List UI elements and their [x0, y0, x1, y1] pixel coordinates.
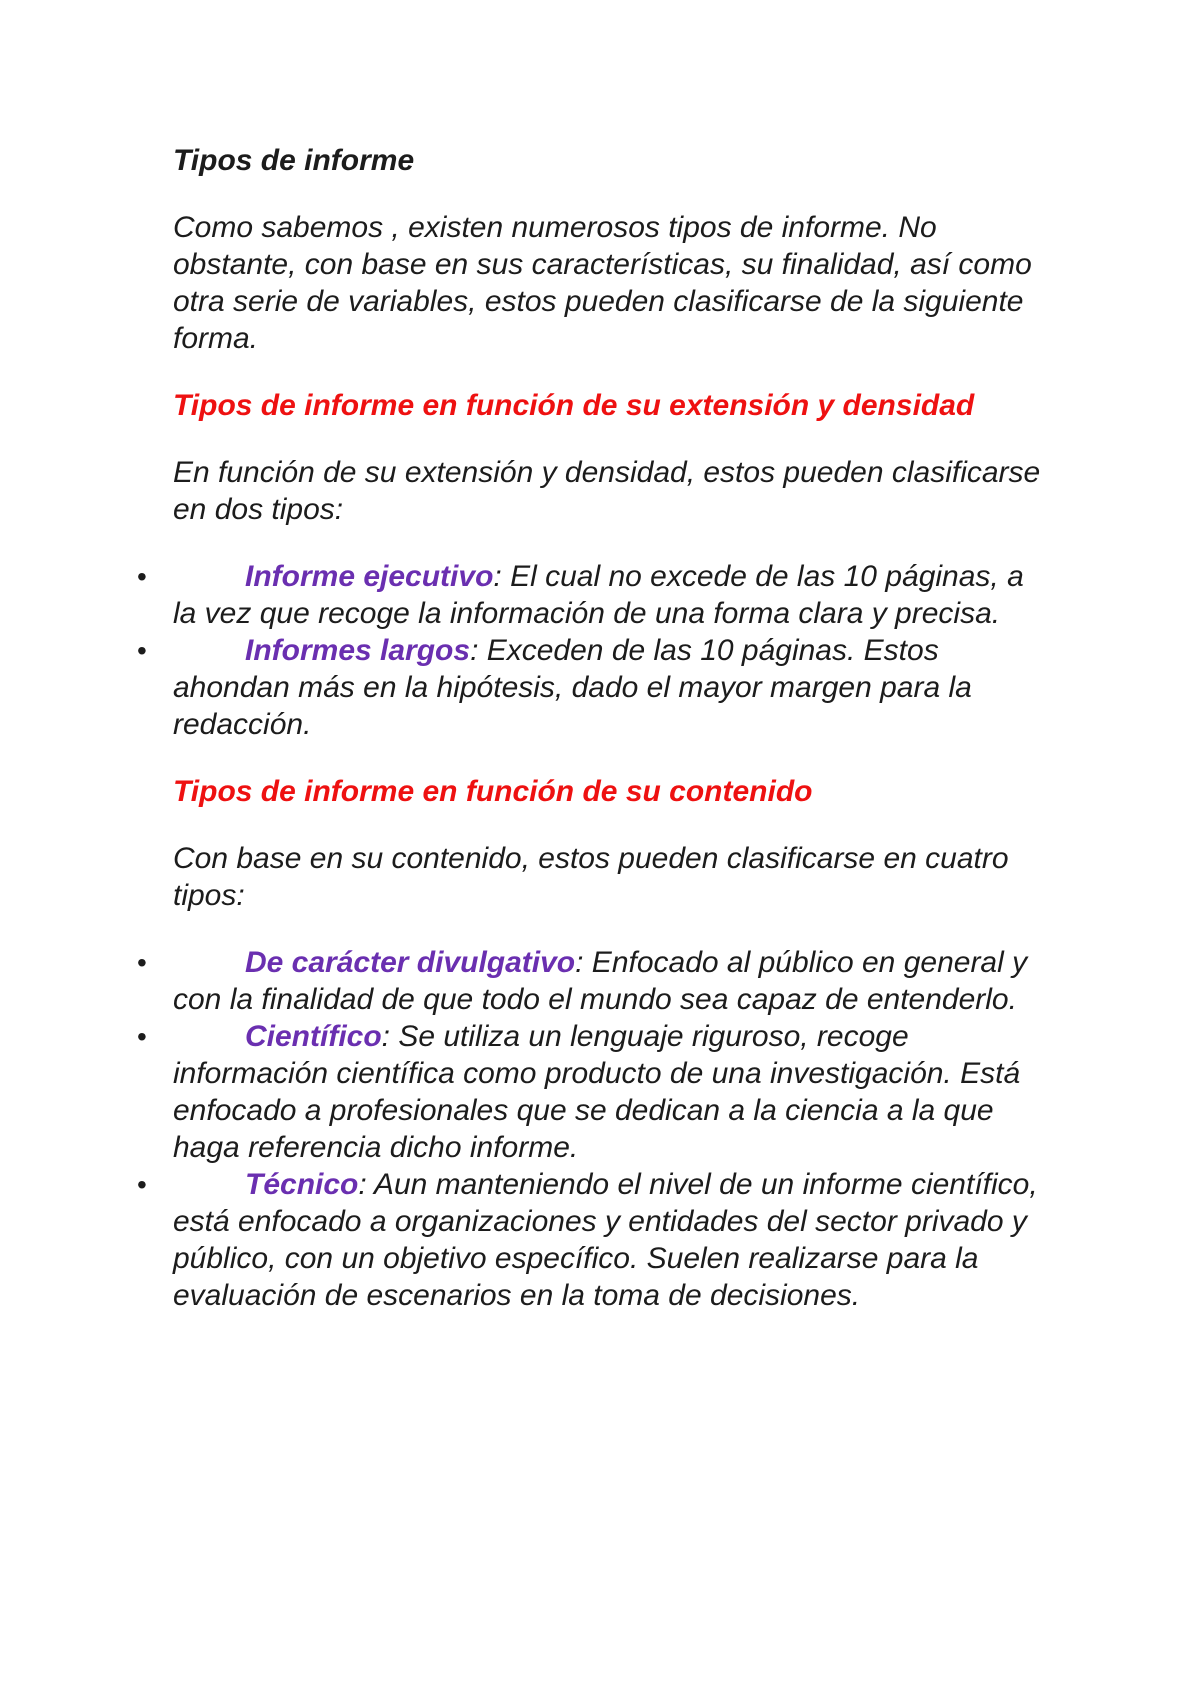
list-item-term: Técnico: [245, 1168, 359, 1201]
bullet-icon: •: [137, 947, 147, 978]
list-item-text: : Enfocado al público en general y con la finalidad de que todo el mundo sea capaz de entenderlo.: [173, 946, 1028, 1016]
bullet-list-content: [137, 944, 1043, 1314]
list-item-text: : Exceden de las 10 páginas. Estos ahondan más en la hipótesis, dado el mayor margen para la redacción.: [173, 634, 972, 741]
bullet-icon: •: [137, 1169, 147, 1200]
list-item-text: : Se utiliza un lenguaje riguroso, recoge información científica como producto de una investigación. Está enfocado a profesionales que se dedican a la ciencia a la que haga referencia dicho informe.: [173, 1020, 1021, 1164]
section-intro-extension: En función de su extensión y densidad, estos pueden clasificarse en dos tipos:: [173, 456, 1041, 526]
bullet-icon: •: [137, 561, 147, 592]
intro-paragraph: Como sabemos , existen numerosos tipos de informe. No obstante, con base en sus características, su finalidad, así como otra serie de variables, estos pueden clasificarse de la siguiente forma.: [173, 211, 1032, 355]
list-item: [137, 1018, 1043, 1166]
section-heading-content: Tipos de informe en función de su contenido: [173, 775, 813, 808]
section-intro-content: Con base en su contenido, estos pueden clasificarse en cuatro tipos:: [173, 842, 1009, 912]
list-item-term: Informe ejecutivo: [245, 560, 494, 593]
bullet-icon: •: [137, 1021, 147, 1052]
bullet-icon: •: [137, 635, 147, 666]
list-item-term: De carácter divulgativo: [245, 946, 576, 979]
document-title: Tipos de informe: [173, 144, 415, 177]
list-item-term: Científico: [245, 1020, 382, 1053]
list-item-text: : Aun manteniendo el nivel de un informe científico, está enfocado a organizaciones y entidades del sector privado y público, con un objetivo específico. Suelen realizarse para la evaluación de escenarios en la toma de decisiones.: [173, 1168, 1038, 1312]
list-item: [137, 558, 1043, 632]
list-item-text: : El cual no excede de las 10 páginas, a la vez que recoge la información de una forma clara y precisa.: [173, 560, 1024, 630]
section-heading-extension: Tipos de informe en función de su extensión y densidad: [173, 389, 975, 422]
list-item: [137, 1166, 1043, 1314]
document-body: [137, 142, 1043, 1344]
list-item-term: Informes largos: [245, 634, 471, 667]
bullet-list-extension: [137, 558, 1043, 743]
list-item: [137, 632, 1043, 743]
list-item: [137, 944, 1043, 1018]
